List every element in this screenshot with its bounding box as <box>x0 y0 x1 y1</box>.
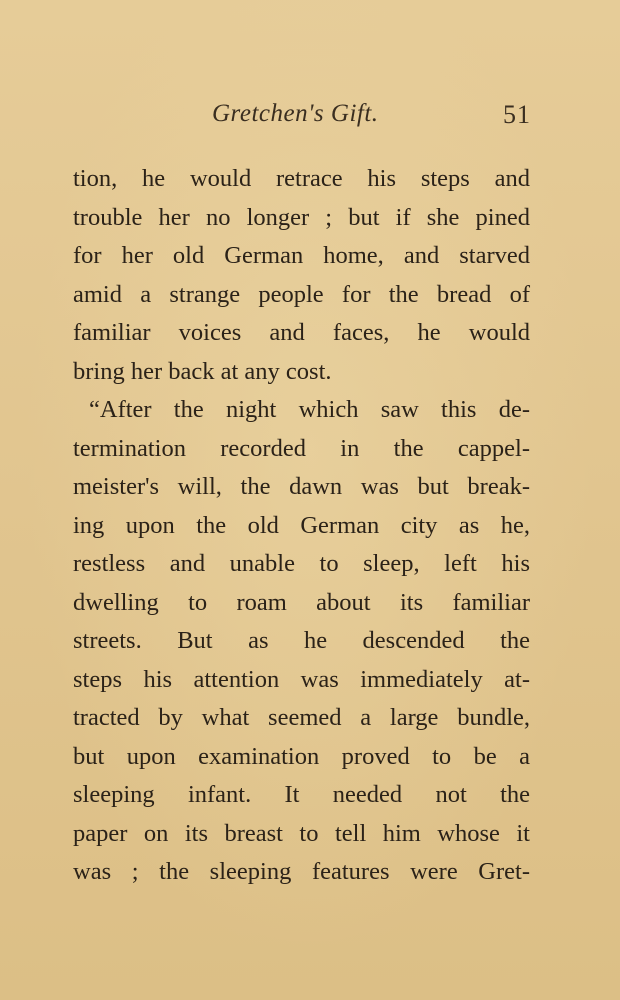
body-text <box>73 160 530 892</box>
text-line: meister's will, the dawn was but break- <box>73 473 530 500</box>
text-line: streets. But as he descended the <box>73 627 530 654</box>
running-head <box>0 100 620 140</box>
text-line: but upon examination proved to be a <box>73 742 530 770</box>
text-line: sleeping infant. It needed not the <box>73 781 530 808</box>
text-line: familiar voices and faces, he would <box>73 319 530 346</box>
text-line: for her old German home, and starved <box>73 242 530 269</box>
text-line: ing upon the old German city as he, <box>73 511 530 539</box>
text-line: tracted by what seemed a large bundle, <box>73 704 530 731</box>
text-line: trouble her no longer ; but if she pined <box>73 203 530 231</box>
page-number: 51 <box>503 100 531 129</box>
text-line: steps his attention was immediately at- <box>73 665 530 693</box>
text-line: dwelling to roam about its familiar <box>73 588 530 616</box>
running-title: Gretchen's Gift. <box>212 100 379 127</box>
text-line: was ; the sleeping features were Gret- <box>73 858 530 885</box>
text-line: restless and unable to sleep, left his <box>73 550 530 577</box>
text-line: bring her back at any cost. <box>73 357 332 385</box>
text-line-paragraph-start: “After the night which saw this de- <box>89 396 530 423</box>
text-line: tion, he would retrace his steps and <box>73 165 530 192</box>
text-line: amid a strange people for the bread of <box>73 280 530 308</box>
text-line: paper on its breast to tell him whose it <box>73 819 530 847</box>
text-line: termination recorded in the cappel- <box>73 434 530 462</box>
